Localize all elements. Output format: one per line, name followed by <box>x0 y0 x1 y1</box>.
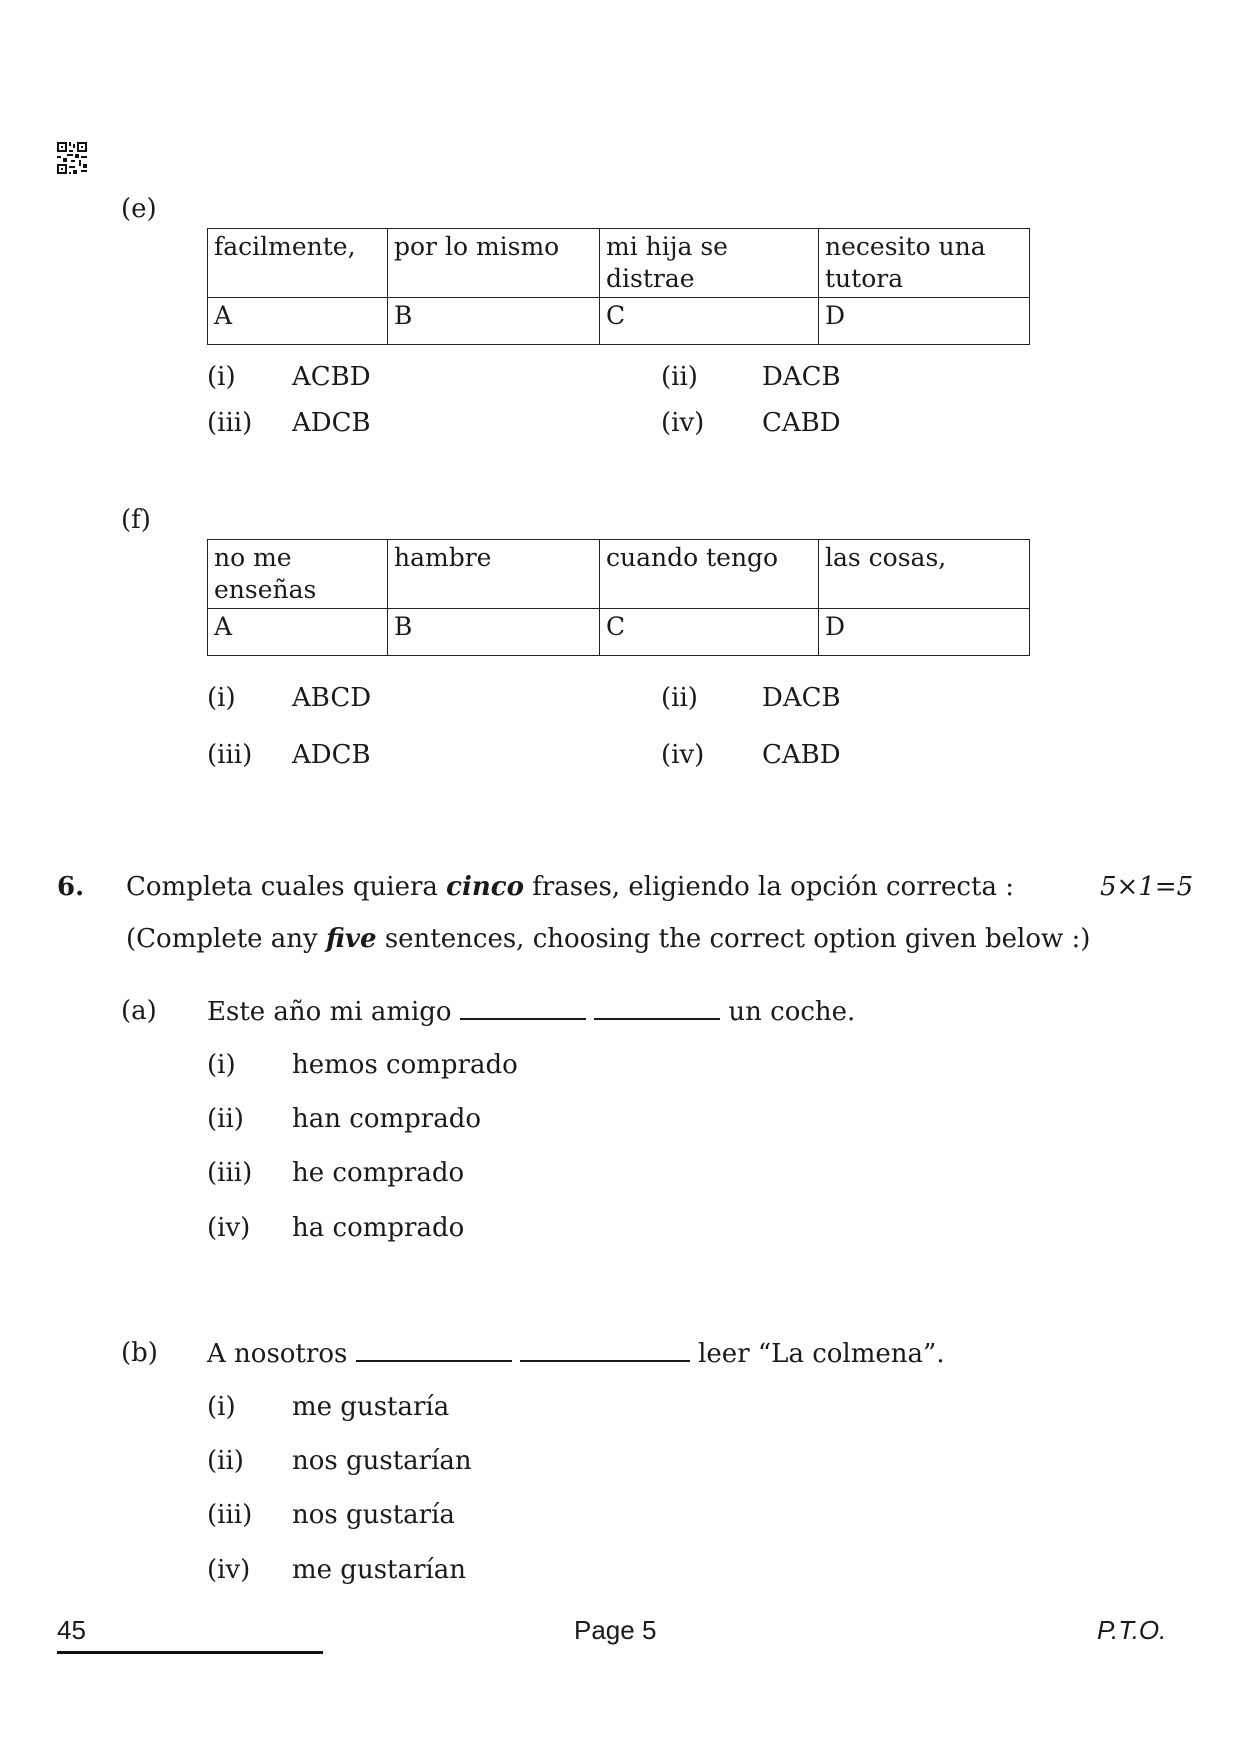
ordering-table-e <box>207 228 1030 345</box>
option-number: (iii) <box>207 408 253 438</box>
ordering-table-f <box>207 539 1030 656</box>
answer-blank <box>520 1338 690 1362</box>
option-number: (ii) <box>661 362 698 392</box>
option-text: CABD <box>762 408 841 438</box>
option-number: (iv) <box>661 408 705 438</box>
option-number: (iv) <box>207 1555 251 1585</box>
table-cell-letter: A <box>208 298 388 345</box>
answer-blank <box>356 1338 512 1362</box>
page-number: Page 5 <box>574 1615 657 1645</box>
option-text: ADCB <box>292 408 371 438</box>
option-text: ADCB <box>292 740 371 770</box>
table-cell-word: mi hija se distrae <box>600 229 819 298</box>
table-cell-letter: B <box>388 298 600 345</box>
option-number: (i) <box>207 1392 236 1422</box>
option-text: ha comprado <box>292 1213 465 1243</box>
option-text: nos gustarían <box>292 1446 472 1476</box>
table-cell-letter: B <box>388 609 600 656</box>
option-text: nos gustaría <box>292 1500 455 1530</box>
table-cell-word: cuando tengo <box>600 540 819 609</box>
subq-label-e: (e) <box>121 194 157 224</box>
option-number: (ii) <box>207 1104 244 1134</box>
footer-rule <box>57 1651 323 1654</box>
option-text: DACB <box>762 683 841 713</box>
sentence-b: A nosotros leer “La colmena”. <box>207 1339 945 1369</box>
table-cell-letter: C <box>600 609 819 656</box>
question-instruction-es: Completa cuales quiera cinco frases, eligiendo la opción correcta : <box>126 872 1014 902</box>
table-cell-word: facilmente, <box>208 229 388 298</box>
option-text: he comprado <box>292 1158 465 1188</box>
option-number: (iv) <box>207 1213 251 1243</box>
option-number: (i) <box>207 362 236 392</box>
option-text: me gustarían <box>292 1555 466 1585</box>
option-number: (iv) <box>661 740 705 770</box>
question-marks: 5×1=5 <box>1100 872 1194 902</box>
table-cell-letter: A <box>208 609 388 656</box>
answer-blank <box>594 996 720 1020</box>
option-text: ABCD <box>292 683 372 713</box>
table-cell-word: no me enseñas <box>208 540 388 609</box>
table-cell-letter: D <box>819 298 1030 345</box>
subq-label-b: (b) <box>121 1338 158 1368</box>
subq-label-a: (a) <box>121 996 157 1026</box>
answer-blank <box>460 996 586 1020</box>
pto-label: P.T.O. <box>1097 1615 1167 1645</box>
option-text: DACB <box>762 362 841 392</box>
table-cell-word: hambre <box>388 540 600 609</box>
option-text: ACBD <box>292 362 371 392</box>
option-text: CABD <box>762 740 841 770</box>
qr-code <box>57 142 87 174</box>
paper-code: 45 <box>57 1615 86 1645</box>
table-cell-word: las cosas, <box>819 540 1030 609</box>
option-number: (iii) <box>207 1500 253 1530</box>
option-number: (iii) <box>207 1158 253 1188</box>
sentence-a: Este año mi amigo un coche. <box>207 997 856 1027</box>
question-number: 6. <box>57 872 85 902</box>
option-number: (i) <box>207 683 236 713</box>
option-text: han comprado <box>292 1104 481 1134</box>
question-instruction-en: (Complete any five sentences, choosing the correct option given below :) <box>126 924 1091 954</box>
table-cell-word: por lo mismo <box>388 229 600 298</box>
subq-label-f: (f) <box>121 505 151 535</box>
table-cell-letter: C <box>600 298 819 345</box>
option-number: (ii) <box>661 683 698 713</box>
option-text: me gustaría <box>292 1392 450 1422</box>
option-number: (iii) <box>207 740 253 770</box>
table-cell-word: necesito una tutora <box>819 229 1030 298</box>
option-text: hemos comprado <box>292 1050 518 1080</box>
table-cell-letter: D <box>819 609 1030 656</box>
option-number: (i) <box>207 1050 236 1080</box>
option-number: (ii) <box>207 1446 244 1476</box>
